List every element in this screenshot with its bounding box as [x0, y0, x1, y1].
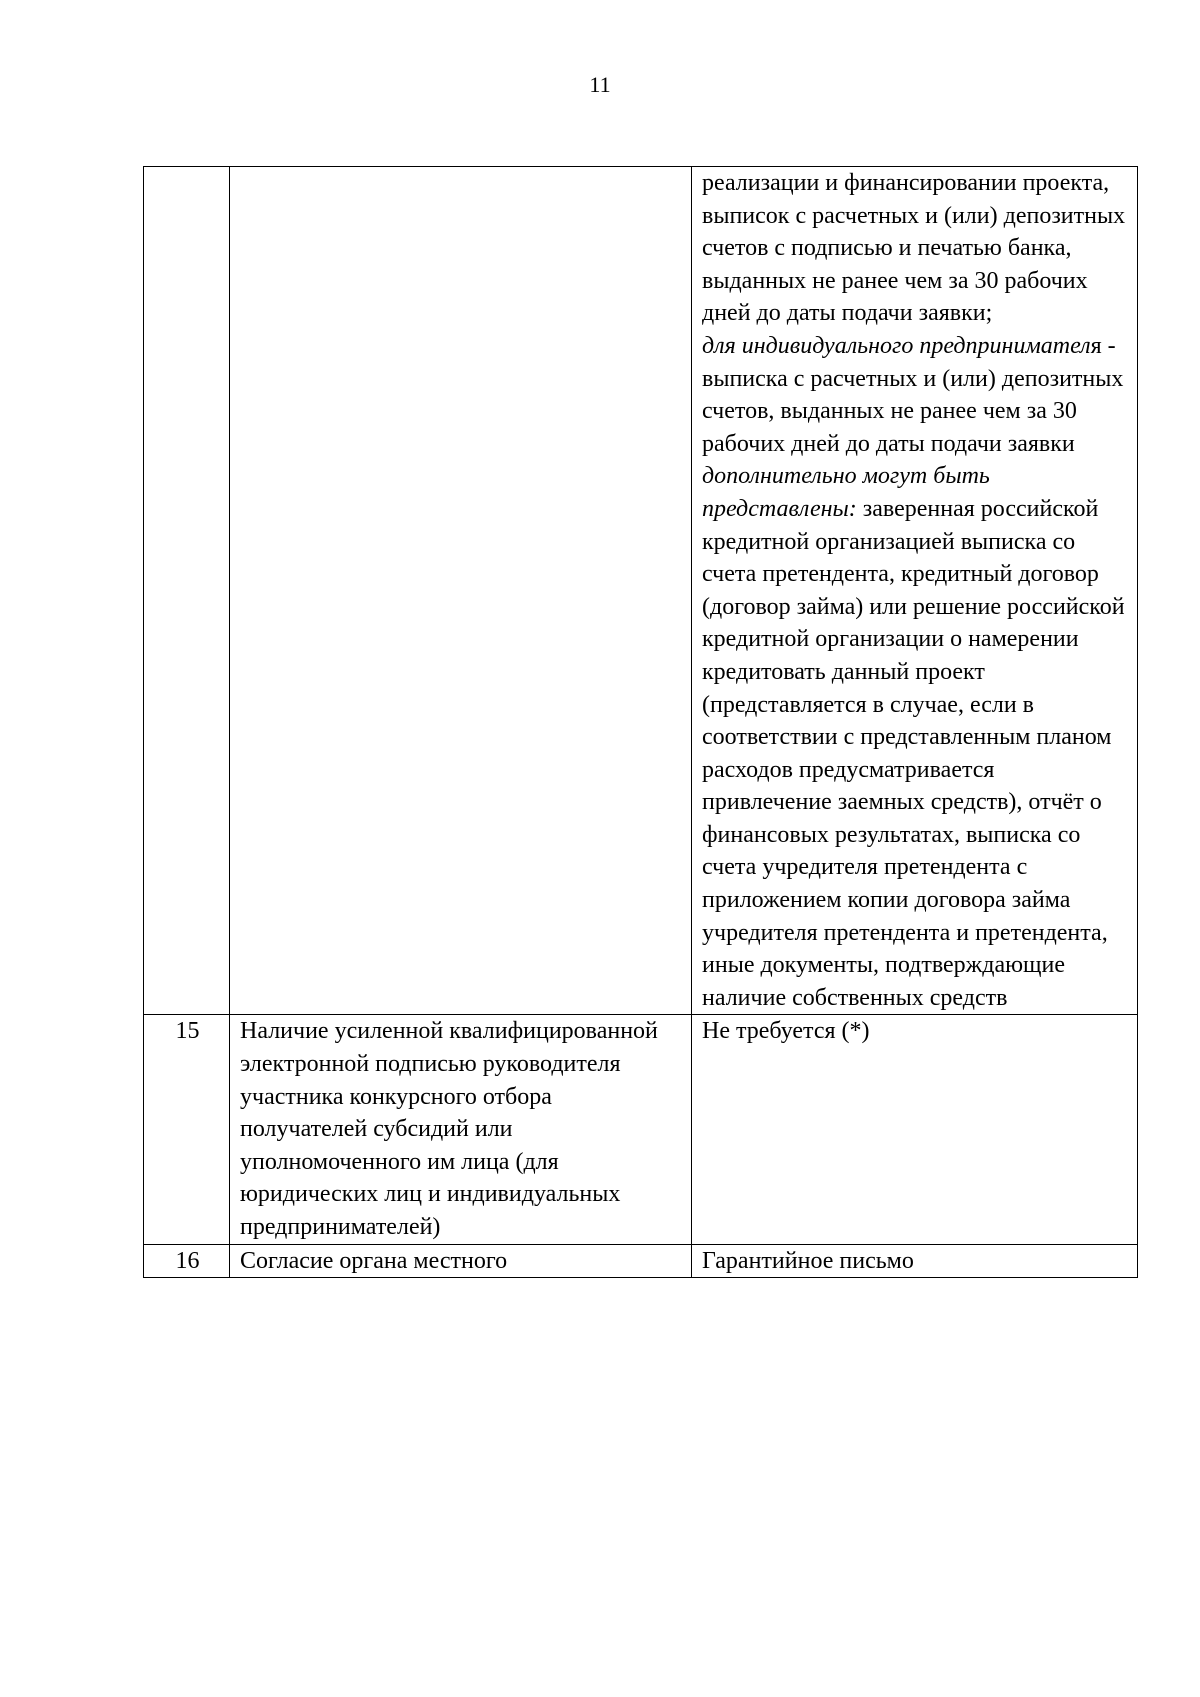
documents-italic-heading: для индивидуального предпринимател — [702, 332, 1091, 359]
cell-documents-continuation — [692, 167, 1138, 1015]
row-number: 16 — [144, 1244, 230, 1278]
page-number: 11 — [589, 72, 611, 97]
required-document: Гарантийное письмо — [692, 1244, 1138, 1278]
row-number: 15 — [144, 1015, 230, 1244]
cell-name-empty — [230, 167, 692, 1015]
documents-text: заверенная российской кредитной организацией выписка со счета претендента, кредитный договор (договор займа) или решение российской кредитной организации о намерении кредитовать данный проект (представляется в случае, если в соответствии с представленным планом расходов предусматривается привлечение заемных средств), отчёт о финансовых результатах, выписка со счета учредителя претендента с приложением копии договора займа учредителя претендента и претендента, иные документы, подтверждающие наличие собственных средств — [702, 495, 1125, 1011]
table-row — [144, 1244, 1138, 1278]
documents-italic-heading: дополнительно могут быть представлены: — [702, 463, 990, 522]
documents-text: я - выписка с расчетных и (или) депозитных счетов, выданных не ранее чем за 30 рабочих дней до даты подачи заявки — [702, 332, 1124, 457]
requirement-name: Согласие органа местного — [230, 1244, 692, 1278]
cell-number-empty — [144, 167, 230, 1015]
requirements-table — [143, 166, 1138, 1278]
requirement-name: Наличие усиленной квалифицированной электронной подписью руководителя участника конкурсного отбора получателей субсидий или уполномоченного им лица (для юридических лиц и индивидуальных предпринимателей) — [230, 1015, 692, 1244]
documents-paragraph: реализации и финансировании проекта, выписок с расчетных и (или) депозитных счетов с подписью и печатью банка, выданных не ранее чем за 30 рабочих дней до даты подачи заявки; — [702, 170, 1126, 327]
table-row — [144, 1015, 1138, 1244]
required-document: Не требуется (*) — [692, 1015, 1138, 1244]
table-row-continuation — [144, 167, 1138, 1015]
